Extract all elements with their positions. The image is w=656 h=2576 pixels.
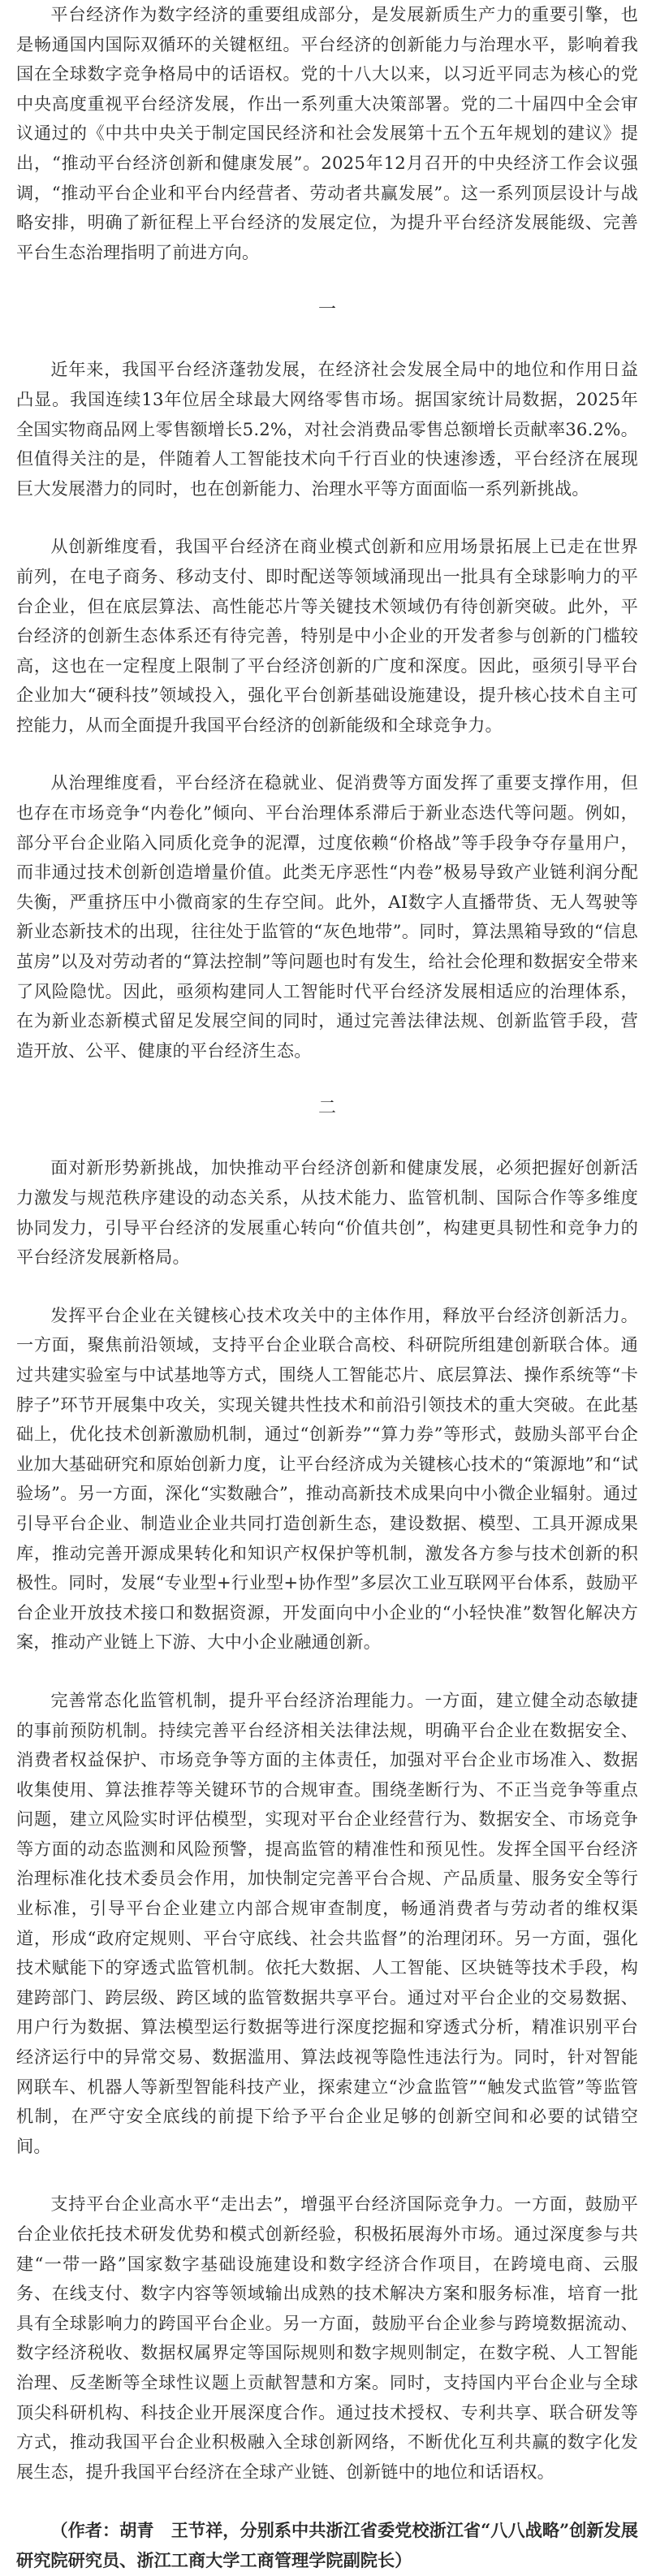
paragraph-new-challenges: 面对新形势新挑战，加快推动平台经济创新和健康发展，必须把握好创新活力激发与规范秩序建设的动态关系，从技术能力、监管机制、国际合作等多维度协同发力，引导平台经济的发展重心转向“价值共创”，构建更具韧性和竞争力的平台经济发展新格局。 — [16, 1157, 638, 1268]
paragraph-gap — [16, 1658, 638, 1686]
paragraph-intro: 平台经济作为数字经济的重要组成部分，是发展新质生产力的重要引擎，也是畅通国内国际双循环的关键枢纽。平台经济的创新能力与治理水平，影响着我国在全球数字竞争格局中的话语权。党的十八大以来，以习近平同志为核心的党中央高度重视平台经济发展，作出一系列重大决策部署。党的二十届四中全会审议通过的《中共中央关于制定国民经济和社会发展第十五个五年规划的建议》提出，“推动平台经济创新和健康发展”。2025年12月召开的中央经济工作会议强调，“推动平台企业和平台内经营者、劳动者共赢发展”。这一系列顶层设计与战略安排，明确了新征程上平台经济的发展定位，为提升平台经济发展能级、完善平台生态治理指明了前进方向。 — [16, 4, 638, 262]
paragraph-development-overview: 近年来，我国平台经济蓬勃发展，在经济社会发展全局中的地位和作用日益凸显。我国连续13年位居全球最大网络零售市场。据国家统计局数据，2025年全国实物商品网上零售额增长5.2%，对社会消费品零售总额增长贡献率36.2%。但值得关注的是，伴随着人工智能技术向千行百业的快速渗透，平台经济在展现巨大发展潜力的同时，也在创新能力、治理水平等方面面临一系列新挑战。 — [16, 359, 638, 499]
author-credit: （作者：胡青 王节祥，分别系中共浙江省委党校浙江省“八八战略”创新发展研究院研究员、浙江工商大学工商管理学院副院长） — [16, 2520, 638, 2570]
paragraph-tech-innovation: 发挥平台企业在关键核心技术攻关中的主体作用，释放平台经济创新活力。一方面，聚焦前沿领域，支持平台企业联合高校、科研院所组建创新联合体。通过共建实验室与中试基地等方式，围绕人工智能芯片、底层算法、操作系统等“卡脖子”环节开展集中攻关，实现关键共性技术和前沿引领技术的重大突破。在此基础上，优化技术创新激励机制，通过“创新券”“算力券”等形式，鼓励头部平台企业加大基础研究和原始创新力度，让平台经济成为关键核心技术的“策源地”和“试验场”。另一方面，深化“实数融合”，推动高新技术成果向中小微企业辐射。通过引导平台企业、制造业企业共同打造创新生态，建设数据、模型、工具开源成果库，推动完善开源成果转化和知识产权保护等机制，激发各方参与技术创新的积极性。同时，发展“专业型+行业型+协作型”多层次工业互联网平台体系，鼓励平台企业开放技术接口和数据资源，开发面向中小企业的“小轻快准”数智化解决方案，推动产业链上下游、大中小企业融通创新。 — [16, 1304, 638, 1653]
paragraph-governance-dimension: 从治理维度看，平台经济在稳就业、促消费等方面发挥了重要支撑作用，但也存在市场竞争“内卷化”倾向、平台治理体系滞后于新业态迭代等问题。例如，部分平台企业陷入同质化竞争的泥潭，过度依赖“价格战”等手段争夺存量用户，而非通过技术创新创造增量价值。此类无序恶性“内卷”极易导致产业链利润分配失衡，严重挤压中小微商家的生存空间。此外，AI数字人直播带货、无人驾驶等新业态新技术的出现，往往处于监管的“灰色地带”。同时，算法黑箱导致的“信息茧房”以及对劳动者的“算法控制”等问题也时有发生，给社会伦理和数据安全带来了风险隐忧。因此，亟须构建同人工智能时代平台经济发展相适应的治理体系，在为新业态新模式留足发展空间的同时，通过完善法律法规、创新监管手段，营造开放、公平、健康的平台经济生态。 — [16, 772, 638, 1061]
section-marker-one: 一 — [317, 300, 336, 321]
paragraph-going-global: 支持平台企业高水平“走出去”，增强平台经济国际竞争力。一方面，鼓励平台企业依托技术研发优势和模式创新经验，积极拓展海外市场。通过深度参与共建“一带一路”国家数字基础设施建设和数字经济合作项目，在跨境电商、云服务、在线支付、数字内容等领域输出成熟的技术解决方案和服务标准，培育一批具有全球影响力的跨国平台企业。另一方面，鼓励平台企业参与跨境数据流动、数字经济税收、数据权属界定等国际规则和数字规则制定，在数字税、人工智能治理、反垄断等全球性议题上贡献智慧和方案。同时，支持国内平台企业与全球顶尖科研机构、科技企业开展深度合作。通过技术授权、专利共享、联合研发等方式，推动我国平台企业积极融入全球创新网络，不断优化互利共赢的数字化发展生态，提升我国平台经济在全球产业链、创新链中的地位和话语权。 — [16, 2193, 638, 2482]
paragraph-gap — [16, 504, 638, 532]
paragraph-gap — [16, 2161, 638, 2189]
paragraph-gap — [16, 1273, 638, 1301]
section-marker-two: 二 — [317, 1098, 336, 1119]
paragraph-regulation: 完善常态化监管机制，提升平台经济治理能力。一方面，建立健全动态敏捷的事前预防机制。持续完善平台经济相关法律法规，明确平台企业在数据安全、消费者权益保护、市场竞争等方面的主体责任，加强对平台企业市场准入、数据收集使用、算法推荐等关键环节的合规审查。围绕垄断行为、不正当竞争等重点问题，建立风险实时评估模型，实现对平台企业经营行为、数据安全、市场竞争等方面的动态监测和风险预警，提高监管的精准性和预见性。发挥全国平台经济治理标准化技术委员会作用，加快制定完善平台合规、产品质量、服务安全等行业标准，引导平台企业建立内部合规审查制度，畅通消费者与劳动者的维权渠道，形成“政府定规则、平台守底线、社会共监督”的治理闭环。另一方面，强化技术赋能下的穿透式监管机制。依托大数据、人工智能、区块链等技术手段，构建跨部门、跨层级、跨区域的监管数据共享平台。通过对平台企业的交易数据、用户行为数据、算法模型运行数据等进行深度挖掘和穿透式分析，精准识别平台经济运行中的异常交易、数据滥用、算法歧视等隐性违法行为。同时，针对智能网联车、机器人等新型智能科技产业，探索建立“沙盒监管”“触发式监管”等监管机制，在严守安全底线的前提下给予平台企业足够的创新空间和必要的试错空间。 — [16, 1689, 638, 2156]
paragraph-innovation-dimension: 从创新维度看，我国平台经济在商业模式创新和应用场景拓展上已走在世界前列，在电子商务、移动支付、即时配送等领域涌现出一批具有全球影响力的平台企业，但在底层算法、高性能芯片等关键技术领域仍有待创新突破。此外，平台经济的创新生态体系还有待完善，特别是中小企业的开发者参与创新的门槛较高，这也在一定程度上限制了平台经济创新的广度和深度。因此，亟须引导平台企业加大“硬科技”领域投入，强化平台创新基础设施建设，提升核心技术自主可控能力，从而全面提升我国平台经济的创新能级和全球竞争力。 — [16, 536, 638, 735]
paragraph-gap — [16, 740, 638, 768]
